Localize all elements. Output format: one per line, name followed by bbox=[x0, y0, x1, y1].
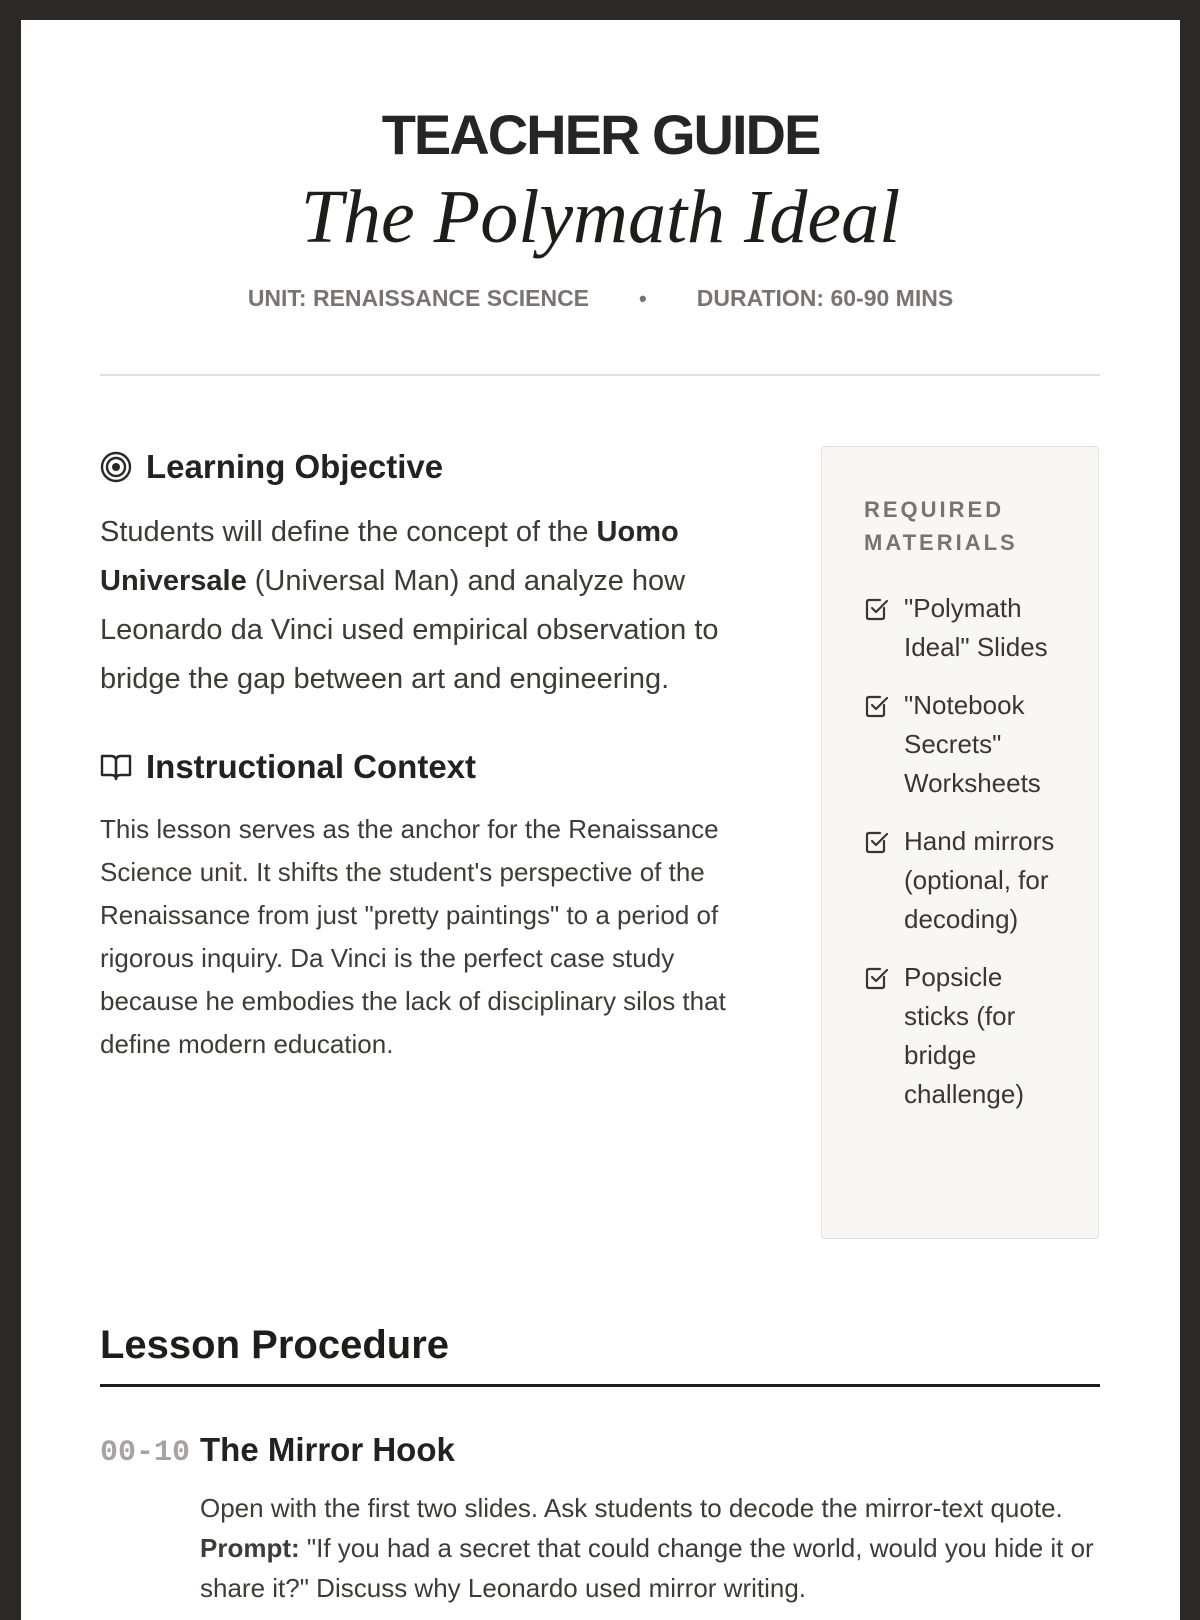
main-column bbox=[100, 448, 760, 1066]
duration-label: DURATION: 60-90 MINS bbox=[696, 285, 954, 311]
material-label: Popsicle sticks (for bridge challenge) bbox=[904, 962, 1024, 1109]
context-text: This lesson serves as the anchor for the Renaissance Science unit. It shifts the student's perspective of the Renaissance from just "pretty paintings" to a period of rigorous inquiry. Da Vinci is the perfect case study because he embodies the lack of disciplinary silos that define modern education. bbox=[100, 814, 726, 1059]
book-open-icon bbox=[100, 752, 132, 782]
material-item bbox=[864, 958, 1060, 1114]
target-icon bbox=[100, 451, 132, 483]
step-time: 00-10 bbox=[100, 1436, 191, 1470]
check-square-icon bbox=[864, 829, 890, 855]
check-square-icon bbox=[864, 596, 890, 622]
step-prompt-label: Prompt: bbox=[200, 1533, 300, 1563]
procedure-step bbox=[100, 1430, 1100, 1608]
materials-panel bbox=[821, 446, 1099, 1239]
materials-heading: REQUIRED MATERIALS bbox=[864, 497, 1018, 555]
objective-text bbox=[100, 508, 760, 704]
step-text-end: "If you had a secret that could change the world, would you hide it or share it?" Discuss why Leonardo used mirror writing. bbox=[200, 1533, 1094, 1603]
objective-heading bbox=[100, 448, 760, 486]
guide-kicker: TEACHER GUIDE bbox=[381, 103, 820, 166]
objective-term: Uomo Universale bbox=[100, 516, 679, 597]
context-heading-label: Instructional Context bbox=[146, 748, 477, 785]
materials-list bbox=[864, 589, 1060, 1114]
material-item bbox=[864, 686, 1060, 803]
objective-heading-label: Learning Objective bbox=[146, 448, 444, 485]
check-square-icon bbox=[864, 693, 890, 719]
guide-header bbox=[21, 20, 1180, 312]
procedure-heading: Lesson Procedure bbox=[100, 1320, 1100, 1387]
material-item bbox=[864, 589, 1060, 667]
material-label: Hand mirrors (optional, for decoding) bbox=[904, 826, 1055, 934]
step-title: The Mirror Hook bbox=[200, 1431, 455, 1468]
step-body bbox=[200, 1430, 1100, 1608]
guide-page bbox=[21, 20, 1180, 1620]
context-heading bbox=[100, 748, 760, 786]
unit-label: UNIT: RENAISSANCE SCIENCE bbox=[247, 285, 590, 311]
objective-text-start: Students will define the concept of the bbox=[100, 516, 597, 548]
objective-text-end: (Universal Man) and analyze how Leonardo da Vinci used empirical observation to bridge the gap between art and engineering. bbox=[100, 565, 719, 695]
header-divider bbox=[100, 374, 1100, 376]
lesson-title: The Polymath Ideal bbox=[300, 175, 901, 259]
material-item bbox=[864, 822, 1060, 939]
material-label: "Polymath Ideal" Slides bbox=[904, 593, 1048, 662]
meta-separator: • bbox=[639, 285, 647, 311]
lesson-meta bbox=[21, 285, 1180, 312]
step-text-start: Open with the first two slides. Ask students to decode the mirror-text quote. bbox=[200, 1493, 1063, 1523]
material-label: "Notebook Secrets" Worksheets bbox=[904, 690, 1041, 798]
step-text bbox=[200, 1488, 1100, 1608]
check-square-icon bbox=[864, 965, 890, 991]
